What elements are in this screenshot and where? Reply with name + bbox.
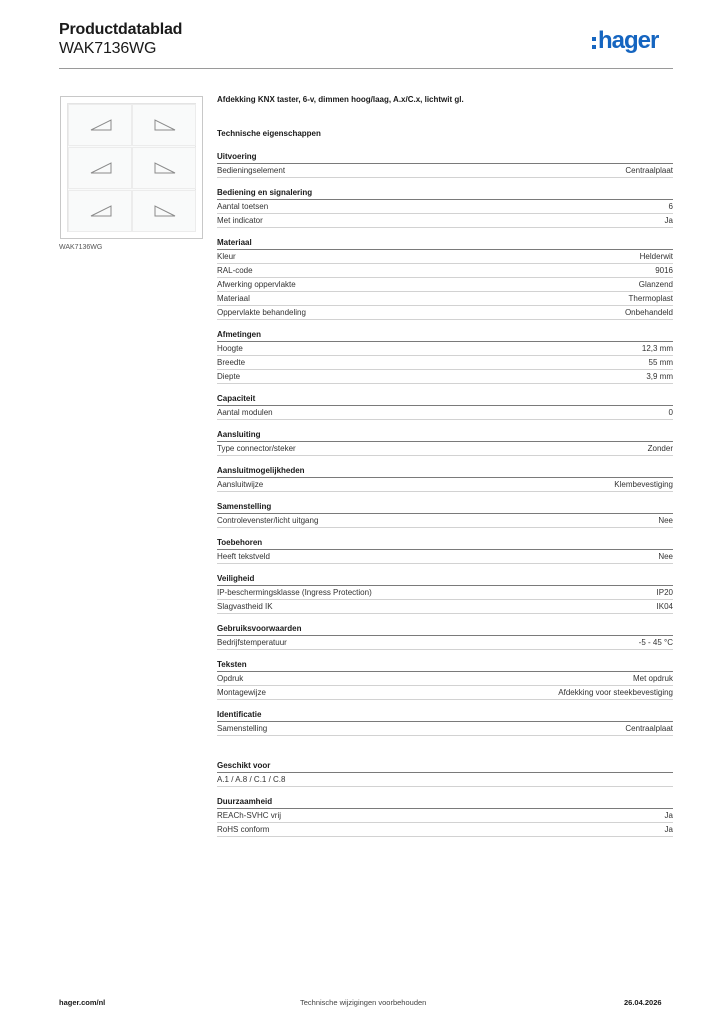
section-title: Geschikt voor (217, 760, 673, 773)
spec-value: IP20 (656, 588, 673, 597)
spec-label: Oppervlakte behandeling (217, 308, 306, 317)
spec-label: REACh-SVHC vrij (217, 811, 282, 820)
spec-value: Nee (658, 552, 673, 561)
image-caption: WAK7136WG (59, 244, 103, 251)
spec-row (217, 686, 673, 700)
spec-label: Breedte (217, 358, 246, 367)
spec-section (217, 659, 673, 700)
spec-sections (217, 151, 673, 736)
spec-value: IK04 (656, 602, 673, 611)
spec-row (217, 292, 673, 306)
dim-up-left-icon (89, 204, 113, 218)
dim-down-right-icon (153, 161, 177, 175)
spec-row (217, 250, 673, 264)
spec-value: Met opdruk (632, 674, 673, 683)
footer-website: hager.com/nl (59, 998, 106, 1007)
spec-row (217, 370, 673, 384)
section-title: Teksten (217, 659, 673, 672)
spec-section (217, 237, 673, 320)
spec-label: Aansluitwijze (217, 480, 264, 489)
spec-row (217, 342, 673, 356)
spec-label: Slagvastheid IK (217, 602, 273, 611)
spec-value: Centraalplaat (625, 724, 673, 733)
section-title: Samenstelling (217, 501, 673, 514)
spec-value: 12,3 mm (641, 344, 673, 353)
spec-label: RAL-code (217, 266, 253, 275)
spec-section (217, 623, 673, 650)
key-top-left (68, 104, 132, 146)
spec-value: Centraalplaat (625, 166, 673, 175)
spec-row (217, 672, 673, 686)
dim-up-left-icon (89, 118, 113, 132)
spec-section (217, 573, 673, 614)
dim-up-left-icon (89, 161, 113, 175)
spec-label: Met indicator (217, 216, 263, 225)
spec-value: 6 (668, 202, 673, 211)
spec-row (217, 200, 673, 214)
spec-section (217, 537, 673, 564)
page-title: Productdatablad (59, 21, 183, 38)
spec-label: Montagewijze (217, 688, 266, 697)
section-title: Materiaal (217, 237, 673, 250)
spec-label: Aantal modulen (217, 408, 273, 417)
key-bottom-left (68, 190, 132, 232)
spec-value: Glanzend (638, 280, 673, 289)
spec-value: Onbehandeld (624, 308, 673, 317)
spec-label: Diepte (217, 372, 241, 381)
spec-row (217, 442, 673, 456)
spec-row (217, 514, 673, 528)
sustainability-section (217, 796, 673, 837)
hager-logo (592, 26, 658, 56)
product-code: WAK7136WG (59, 40, 157, 57)
spec-value: Klembevestiging (614, 480, 673, 489)
spec-row (217, 164, 673, 178)
spec-section (217, 429, 673, 456)
spec-value: Zonder (647, 444, 673, 453)
spec-value: Ja (664, 811, 673, 820)
spec-section (217, 501, 673, 528)
spec-section (217, 151, 673, 178)
spec-value: -5 - 45 °C (638, 638, 673, 647)
spec-row (217, 722, 673, 736)
spec-label: Aantal toetsen (217, 202, 269, 211)
footer-notice: Technische wijzigingen voorbehouden (300, 998, 427, 1007)
section-title: Capaciteit (217, 393, 673, 406)
spec-value: 55 mm (648, 358, 673, 367)
product-image (60, 96, 203, 239)
logo-text: hager (598, 27, 659, 54)
spec-row (217, 823, 673, 837)
spec-row (217, 636, 673, 650)
spec-label: Controlevenster/licht uitgang (217, 516, 319, 525)
spec-value: A.1 / A.8 / C.1 / C.8 (217, 775, 286, 784)
spec-section (217, 329, 673, 384)
spec-label: Heeft tekstveld (217, 552, 270, 561)
key-bottom-right (132, 190, 196, 232)
spec-row (217, 264, 673, 278)
spec-value: Afdekking voor steekbevestiging (558, 688, 673, 697)
spec-value: Thermoplast (628, 294, 673, 303)
spec-value: 3,9 mm (646, 372, 673, 381)
properties-heading: Technische eigenschappen (217, 129, 321, 138)
spec-section (217, 393, 673, 420)
spec-section (217, 465, 673, 492)
footer-date: 26.04.2026 (624, 998, 662, 1007)
section-title: Uitvoering (217, 151, 673, 164)
spec-row (217, 478, 673, 492)
key-top-right (132, 104, 196, 146)
spec-label: Bedrijfstemperatuur (217, 638, 287, 647)
spec-row (217, 773, 673, 787)
spec-label: Samenstelling (217, 724, 268, 733)
dim-down-right-icon (153, 118, 177, 132)
spec-label: IP-beschermingsklasse (Ingress Protection) (217, 588, 372, 597)
spec-value: 9016 (655, 266, 673, 275)
spec-row (217, 586, 673, 600)
section-title: Aansluitmogelijkheden (217, 465, 673, 478)
section-title: Bediening en signalering (217, 187, 673, 200)
product-description: Afdekking KNX taster, 6-v, dimmen hoog/laag, A.x/C.x, lichtwit gl. (217, 95, 464, 104)
spec-label: RoHS conform (217, 825, 270, 834)
spec-row (217, 306, 673, 320)
section-title: Toebehoren (217, 537, 673, 550)
key-middle-right (132, 147, 196, 189)
spec-row (217, 356, 673, 370)
spec-value: 0 (668, 408, 673, 417)
dim-down-right-icon (153, 204, 177, 218)
spec-label: Opdruk (217, 674, 244, 683)
spec-row (217, 550, 673, 564)
spec-row (217, 809, 673, 823)
spec-value: Ja (664, 825, 673, 834)
spec-label: Kleur (217, 252, 236, 261)
section-title: Veiligheid (217, 573, 673, 586)
spec-row (217, 600, 673, 614)
section-title: Aansluiting (217, 429, 673, 442)
section-title: Gebruiksvoorwaarden (217, 623, 673, 636)
section-title: Afmetingen (217, 329, 673, 342)
spec-value: Helderwit (639, 252, 673, 261)
spec-label: Afwerking oppervlakte (217, 280, 296, 289)
spec-label: Type connector/steker (217, 444, 296, 453)
spec-row (217, 214, 673, 228)
section-title: Identificatie (217, 709, 673, 722)
keypad-illustration (67, 103, 196, 232)
spec-row (217, 278, 673, 292)
spec-label: Hoogte (217, 344, 243, 353)
suitable-for-section (217, 760, 673, 787)
header-divider (59, 68, 673, 69)
section-title: Duurzaamheid (217, 796, 673, 809)
spec-row (217, 406, 673, 420)
spec-label: Bedieningselement (217, 166, 286, 175)
key-middle-left (68, 147, 132, 189)
spec-value: Ja (664, 216, 673, 225)
spec-section (217, 709, 673, 736)
spec-content (217, 95, 673, 846)
logo-dots-icon (592, 37, 596, 49)
spec-value: Nee (658, 516, 673, 525)
spec-section (217, 187, 673, 228)
spec-label: Materiaal (217, 294, 250, 303)
